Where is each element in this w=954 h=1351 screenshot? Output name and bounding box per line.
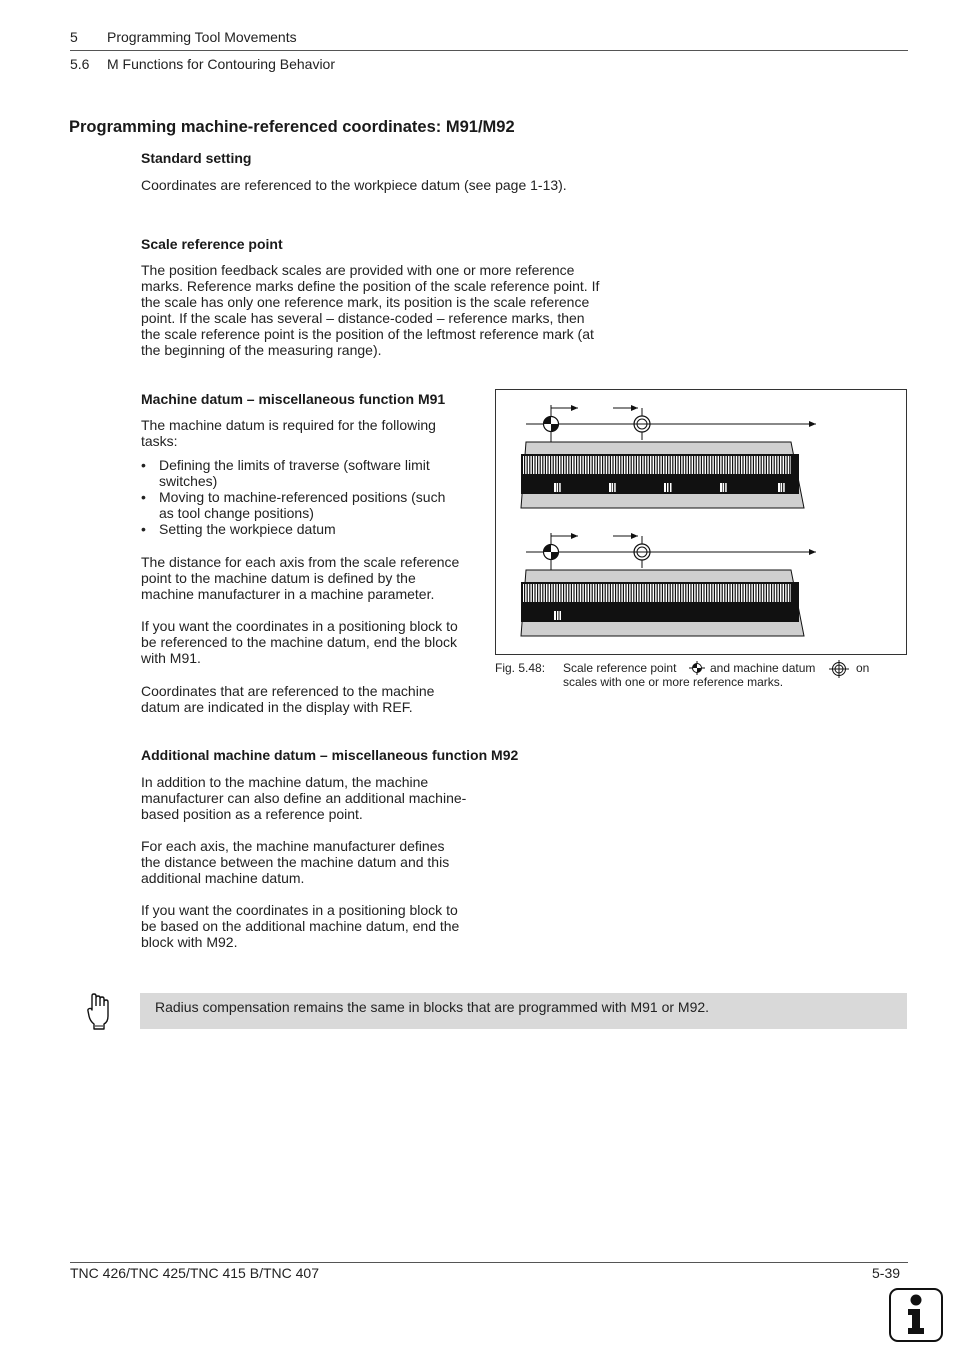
reference-mark-line bbox=[781, 483, 783, 492]
scale-graduation bbox=[750, 456, 751, 474]
scale-graduation bbox=[597, 584, 598, 602]
scale-graduation bbox=[537, 584, 538, 602]
scale-graduation bbox=[599, 456, 600, 474]
scale-graduation bbox=[680, 456, 681, 474]
scale-graduation bbox=[714, 456, 715, 474]
scale-graduation bbox=[696, 456, 697, 474]
list-item: • Setting the workpiece datum bbox=[141, 521, 471, 537]
scale-graduation bbox=[644, 584, 645, 602]
scale-graduation bbox=[719, 456, 720, 474]
caption-text-1: Scale reference point bbox=[563, 661, 677, 675]
info-icon bbox=[889, 1288, 943, 1342]
scale-graduation bbox=[612, 456, 613, 474]
caption-line-2: scales with one or more reference marks. bbox=[563, 675, 784, 689]
scale-graduation bbox=[753, 584, 754, 602]
scale-graduation bbox=[706, 456, 707, 474]
scale-graduation bbox=[584, 584, 585, 602]
scale-graduation bbox=[703, 456, 704, 474]
scale-graduation bbox=[667, 584, 668, 602]
scale-graduation bbox=[737, 456, 738, 474]
scale-graduation bbox=[664, 584, 665, 602]
scale-graduation bbox=[685, 456, 686, 474]
m92-paragraph-intro: In addition to the machine datum, the machine manufacturer can also define an additional machine- based position as a reference point. bbox=[141, 774, 467, 822]
scale-graduation bbox=[579, 456, 580, 474]
scale-graduation bbox=[654, 456, 655, 474]
chapter-title: Programming Tool Movements bbox=[107, 29, 297, 45]
scale-graduation bbox=[654, 584, 655, 602]
scale-graduation bbox=[729, 584, 730, 602]
scale-graduation bbox=[724, 456, 725, 474]
scale-graduation bbox=[742, 584, 743, 602]
scale-graduation bbox=[607, 456, 608, 474]
note-box bbox=[140, 993, 907, 1029]
scale-graduation bbox=[683, 456, 684, 474]
reference-mark-line bbox=[783, 483, 785, 492]
scale-graduation bbox=[527, 456, 528, 474]
scale-graduation bbox=[774, 584, 775, 602]
scale-graduation bbox=[657, 584, 658, 602]
scale-graduation bbox=[524, 584, 525, 602]
caption-text-2: and machine datum bbox=[710, 661, 816, 675]
note-text: Radius compensation remains the same in blocks that are programmed with M91 or M92. bbox=[155, 999, 710, 1015]
scale-graduation bbox=[768, 456, 769, 474]
scale-graduation bbox=[771, 584, 772, 602]
scale-graduation bbox=[781, 584, 782, 602]
scale-graduation bbox=[615, 584, 616, 602]
scale-graduation bbox=[662, 584, 663, 602]
scale-graduation bbox=[594, 584, 595, 602]
scale-graduation bbox=[547, 584, 548, 602]
scale-graduation bbox=[766, 456, 767, 474]
scale-reference-point-symbol bbox=[544, 545, 559, 560]
scale-graduation bbox=[618, 584, 619, 602]
scale-reference-figure bbox=[495, 389, 907, 655]
scale-graduation bbox=[727, 456, 728, 474]
scale-graduation bbox=[693, 456, 694, 474]
list-item: • Moving to machine-referenced positions (such as tool change positions) bbox=[141, 489, 471, 521]
scale-graduation bbox=[529, 456, 530, 474]
scale-graduation bbox=[766, 584, 767, 602]
scale-graduation bbox=[672, 456, 673, 474]
scale-graduation bbox=[594, 456, 595, 474]
scale-graduation bbox=[605, 456, 606, 474]
scale-graduation bbox=[545, 584, 546, 602]
scale-graduation bbox=[690, 456, 691, 474]
reference-mark-line bbox=[723, 483, 725, 492]
scale-graduation bbox=[581, 456, 582, 474]
scale-graduation bbox=[696, 584, 697, 602]
scale-graduation bbox=[534, 584, 535, 602]
scale-graduation bbox=[784, 584, 785, 602]
scale-graduation bbox=[537, 456, 538, 474]
scale-graduation bbox=[779, 456, 780, 474]
scale-graduation bbox=[532, 584, 533, 602]
scale-graduation bbox=[690, 584, 691, 602]
scale-graduation bbox=[649, 584, 650, 602]
scale-graduation bbox=[761, 456, 762, 474]
lower-scale bbox=[521, 533, 816, 636]
scale-graduation bbox=[716, 456, 717, 474]
scale-graduation bbox=[706, 584, 707, 602]
scale-graduation bbox=[602, 584, 603, 602]
scale-graduation bbox=[610, 456, 611, 474]
scale-graduation bbox=[555, 456, 556, 474]
scale-graduation bbox=[584, 456, 585, 474]
reference-mark-line bbox=[554, 483, 556, 492]
scale-graduation bbox=[755, 584, 756, 602]
scale-graduation bbox=[789, 584, 790, 602]
scale-graduation bbox=[709, 584, 710, 602]
m91-task-list bbox=[141, 457, 471, 537]
m91-paragraph-block: If you want the coordinates in a positioning block to be referenced to the machine datum, end the block with M91. bbox=[141, 618, 458, 666]
scale-graduation bbox=[685, 584, 686, 602]
scale-graduation bbox=[675, 456, 676, 474]
machine-datum-icon bbox=[829, 660, 849, 678]
m92-heading: Additional machine datum – miscellaneous function M92 bbox=[141, 747, 519, 763]
scale-graduation bbox=[571, 584, 572, 602]
page-number: 5-39 bbox=[872, 1265, 901, 1281]
scale-graduation bbox=[755, 456, 756, 474]
scale-graduation bbox=[597, 456, 598, 474]
scale-graduation bbox=[714, 584, 715, 602]
list-item: • Defining the limits of traverse (software limit switches) bbox=[141, 457, 471, 489]
scale-graduation bbox=[592, 456, 593, 474]
scale-graduation bbox=[763, 584, 764, 602]
scale-graduation bbox=[524, 456, 525, 474]
reference-mark-line bbox=[609, 483, 611, 492]
scale-graduation bbox=[729, 456, 730, 474]
scale-graduation bbox=[659, 456, 660, 474]
m91-heading: Machine datum – miscellaneous function M91 bbox=[141, 391, 446, 407]
m91-paragraph-distance: The distance for each axis from the scale reference point to the machine datum is defined by the machine manufacturer in a machine parameter. bbox=[141, 554, 460, 602]
scale-graduation bbox=[581, 584, 582, 602]
scale-graduation bbox=[560, 456, 561, 474]
reference-mark-line bbox=[667, 483, 669, 492]
scale-graduation bbox=[761, 584, 762, 602]
scale-graduation bbox=[748, 584, 749, 602]
scale-graduation bbox=[672, 584, 673, 602]
scale-graduation bbox=[586, 584, 587, 602]
scale-graduation bbox=[625, 584, 626, 602]
caption-text-3: on bbox=[856, 661, 870, 675]
scale-graduation bbox=[677, 584, 678, 602]
scale-graduation bbox=[768, 584, 769, 602]
scale-graduation bbox=[701, 456, 702, 474]
scale-graduation bbox=[641, 456, 642, 474]
scale-graduation bbox=[742, 456, 743, 474]
scale-graduation bbox=[662, 456, 663, 474]
scale-graduation bbox=[602, 456, 603, 474]
scale-graduation bbox=[558, 584, 559, 602]
scale-graduation bbox=[633, 456, 634, 474]
scale-graduation bbox=[735, 456, 736, 474]
scale-graduation bbox=[763, 456, 764, 474]
scale-graduation bbox=[563, 584, 564, 602]
reference-mark-line bbox=[614, 483, 616, 492]
scale-graduation bbox=[571, 456, 572, 474]
scale-graduation bbox=[675, 584, 676, 602]
reference-mark bbox=[554, 611, 561, 620]
reference-mark-line bbox=[664, 483, 666, 492]
scale-graduation bbox=[776, 584, 777, 602]
scale-graduation bbox=[625, 456, 626, 474]
scale-graduation bbox=[534, 456, 535, 474]
scale-graduation bbox=[638, 456, 639, 474]
scale-graduation bbox=[711, 456, 712, 474]
scale-graduation bbox=[670, 456, 671, 474]
scale-graduation bbox=[774, 456, 775, 474]
scale-graduation bbox=[618, 456, 619, 474]
scale-graduation bbox=[573, 584, 574, 602]
scale-graduation bbox=[628, 584, 629, 602]
scale-graduation bbox=[701, 584, 702, 602]
scale-graduation bbox=[592, 584, 593, 602]
scale-graduation bbox=[698, 456, 699, 474]
section-number: 5.6 bbox=[70, 56, 90, 72]
scale-graduation bbox=[753, 456, 754, 474]
scale-graduation bbox=[740, 584, 741, 602]
scale-graduation bbox=[677, 456, 678, 474]
pointing-hand-icon bbox=[86, 992, 114, 1032]
scale-graduation bbox=[649, 456, 650, 474]
scale-graduation bbox=[745, 456, 746, 474]
scale-graduation bbox=[631, 584, 632, 602]
reference-mark-line bbox=[559, 483, 561, 492]
scale-graduation bbox=[553, 456, 554, 474]
scale-graduation bbox=[776, 456, 777, 474]
scale-reference-point-icon bbox=[689, 661, 705, 675]
scale-graduation bbox=[558, 456, 559, 474]
scale-graduation bbox=[620, 584, 621, 602]
m92-paragraph-block: If you want the coordinates in a positioning block to be based on the additional machine datum, end the block with M92. bbox=[141, 902, 460, 950]
m92-paragraph-distance: For each axis, the machine manufacturer defines the distance between the machine datum and this additional machine datum. bbox=[141, 838, 450, 886]
scale-graduation bbox=[709, 456, 710, 474]
scale-graduation bbox=[693, 584, 694, 602]
scale-graduation bbox=[529, 584, 530, 602]
scale-graduation bbox=[719, 584, 720, 602]
scale-graduation bbox=[553, 584, 554, 602]
machine-datum-symbol bbox=[632, 536, 652, 568]
scale-graduation bbox=[680, 584, 681, 602]
scale-graduation bbox=[638, 584, 639, 602]
scale-graduation bbox=[589, 456, 590, 474]
scale-graduation bbox=[758, 584, 759, 602]
scale-graduation bbox=[636, 584, 637, 602]
m91-paragraph-ref: Coordinates that are referenced to the machine datum are indicated in the display with REF. bbox=[141, 683, 435, 715]
reference-mark-line bbox=[725, 483, 727, 492]
scale-graduation bbox=[732, 584, 733, 602]
scale-graduation bbox=[589, 584, 590, 602]
scale-graduation bbox=[573, 456, 574, 474]
reference-mark-line bbox=[557, 483, 559, 492]
scale-graduation bbox=[599, 584, 600, 602]
scale-graduation bbox=[740, 456, 741, 474]
scale-graduation bbox=[612, 584, 613, 602]
scale-graduation bbox=[789, 456, 790, 474]
scale-graduation bbox=[722, 456, 723, 474]
scale-graduation bbox=[615, 456, 616, 474]
scale-graduation bbox=[651, 584, 652, 602]
scale-graduation bbox=[646, 584, 647, 602]
scale-graduation bbox=[550, 584, 551, 602]
scale-graduation bbox=[579, 584, 580, 602]
scale-graduation bbox=[784, 456, 785, 474]
header-rule bbox=[70, 50, 908, 51]
reference-mark-line bbox=[612, 483, 614, 492]
scale-graduation bbox=[657, 456, 658, 474]
scale-graduation bbox=[566, 456, 567, 474]
scale-graduation bbox=[576, 584, 577, 602]
scale-graduation bbox=[667, 456, 668, 474]
scale-graduation bbox=[748, 456, 749, 474]
scale-graduation bbox=[607, 584, 608, 602]
scale-graduation bbox=[633, 584, 634, 602]
scale-graduation bbox=[758, 456, 759, 474]
reference-mark-line bbox=[720, 483, 722, 492]
scale-graduation bbox=[703, 584, 704, 602]
scale-graduation bbox=[716, 584, 717, 602]
scale-graduation bbox=[623, 456, 624, 474]
scale-graduation bbox=[698, 584, 699, 602]
scale-ref-paragraph: The position feedback scales are provided with one or more reference marks. Reference marks define the position of the scale reference point. If the scale has only one reference mark, its position is the scale reference point. If the scale has several – distance-coded – reference marks, then the scale reference point is the position of the leftmost reference mark (at the beginning of the measuring range). bbox=[141, 262, 600, 358]
scale-graduation bbox=[688, 456, 689, 474]
scale-graduation bbox=[724, 584, 725, 602]
scale-graduation bbox=[737, 584, 738, 602]
m91-intro: The machine datum is required for the following tasks: bbox=[141, 417, 436, 449]
scale-graduation bbox=[711, 584, 712, 602]
scale-graduation bbox=[631, 456, 632, 474]
scale-graduation bbox=[568, 584, 569, 602]
scale-graduation bbox=[542, 456, 543, 474]
scale-graduation bbox=[568, 456, 569, 474]
scale-graduation bbox=[659, 584, 660, 602]
scale-graduation bbox=[651, 456, 652, 474]
scale-graduation bbox=[722, 584, 723, 602]
page-title: Programming machine-referenced coordinates: M91/M92 bbox=[69, 118, 515, 136]
scale-graduation bbox=[787, 584, 788, 602]
scale-graduation bbox=[542, 584, 543, 602]
footer-model: TNC 426/TNC 425/TNC 415 B/TNC 407 bbox=[70, 1265, 319, 1281]
scale-graduation bbox=[547, 456, 548, 474]
scale-graduation bbox=[605, 584, 606, 602]
scale-graduation bbox=[586, 456, 587, 474]
scale-graduation bbox=[750, 584, 751, 602]
machine-datum-symbol bbox=[632, 408, 652, 440]
footer-rule bbox=[70, 1262, 908, 1263]
scale-graduation bbox=[683, 584, 684, 602]
reference-mark-line bbox=[670, 483, 672, 492]
scale-graduation bbox=[745, 584, 746, 602]
scale-graduation bbox=[735, 584, 736, 602]
standard-setting-heading: Standard setting bbox=[141, 150, 252, 166]
scale-graduation bbox=[664, 456, 665, 474]
reference-mark-line bbox=[778, 483, 780, 492]
scale-diagram bbox=[496, 390, 906, 654]
figure-label: Fig. 5.48: bbox=[495, 661, 546, 675]
scale-graduation bbox=[563, 456, 564, 474]
upper-scale bbox=[521, 405, 816, 508]
scale-graduation bbox=[555, 584, 556, 602]
scale-reference-point-symbol bbox=[544, 417, 559, 432]
scale-graduation bbox=[527, 584, 528, 602]
scale-graduation bbox=[560, 584, 561, 602]
scale-graduation bbox=[566, 584, 567, 602]
scale-graduation bbox=[732, 456, 733, 474]
scale-graduation bbox=[532, 456, 533, 474]
scale-graduation bbox=[540, 456, 541, 474]
scale-graduation bbox=[779, 584, 780, 602]
section-title: M Functions for Contouring Behavior bbox=[107, 56, 335, 72]
scale-graduation bbox=[540, 584, 541, 602]
scale-graduation bbox=[641, 584, 642, 602]
scale-graduation bbox=[623, 584, 624, 602]
scale-ref-heading: Scale reference point bbox=[141, 236, 283, 252]
standard-setting-text: Coordinates are referenced to the workpiece datum (see page 1-13). bbox=[141, 177, 567, 193]
scale-graduation bbox=[545, 456, 546, 474]
scale-graduation bbox=[688, 584, 689, 602]
scale-graduation bbox=[727, 584, 728, 602]
scale-graduation bbox=[628, 456, 629, 474]
scale-graduation bbox=[644, 456, 645, 474]
scale-graduation bbox=[610, 584, 611, 602]
scale-graduation bbox=[781, 456, 782, 474]
scale-graduation bbox=[636, 456, 637, 474]
scale-graduation bbox=[550, 456, 551, 474]
scale-graduation bbox=[620, 456, 621, 474]
scale-graduation bbox=[646, 456, 647, 474]
chapter-number: 5 bbox=[70, 29, 78, 45]
scale-graduation bbox=[576, 456, 577, 474]
scale-graduation bbox=[670, 584, 671, 602]
scale-graduation bbox=[771, 456, 772, 474]
scale-graduation bbox=[787, 456, 788, 474]
